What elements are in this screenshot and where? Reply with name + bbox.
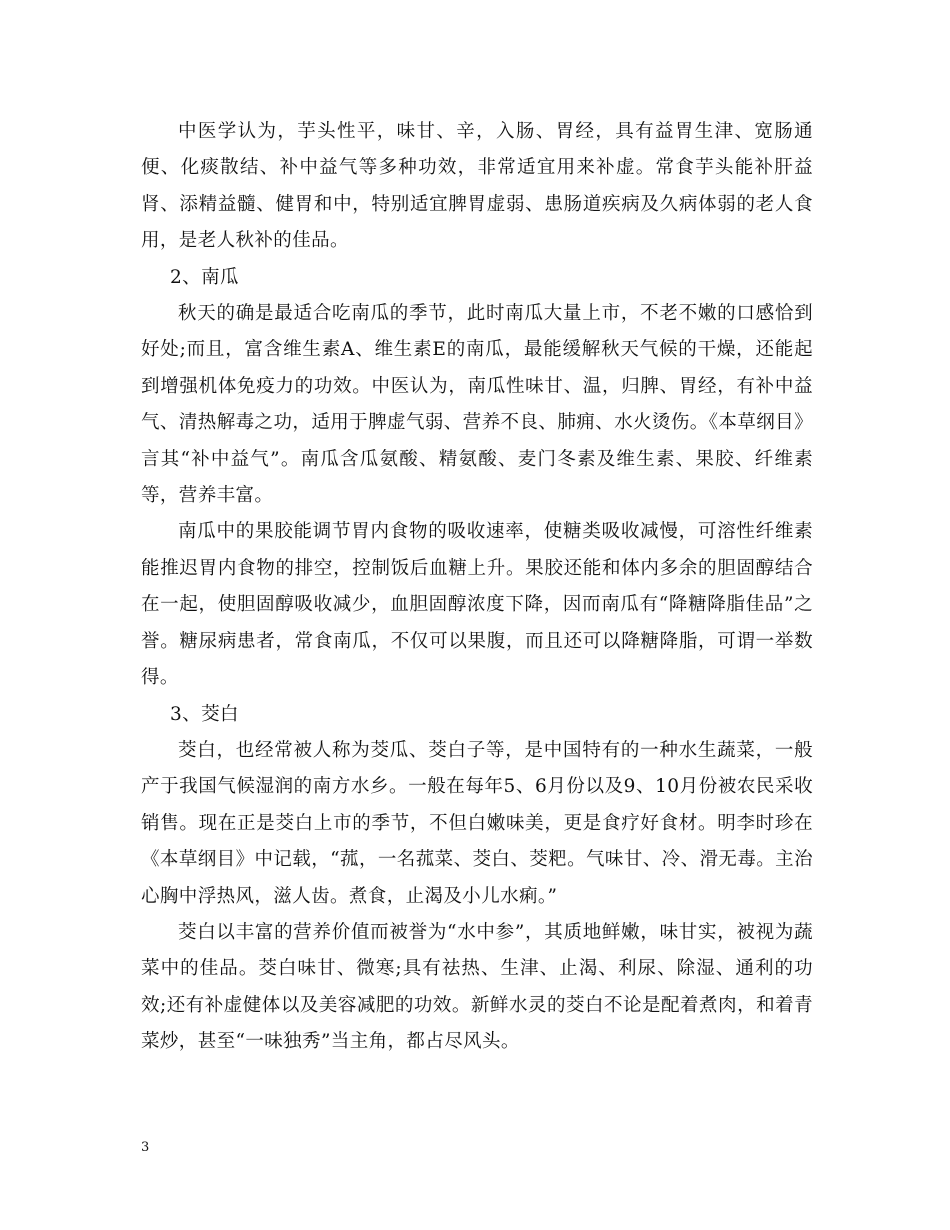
paragraph-taro-benefits: 中医学认为，芋头性平，味甘、辛，入肠、胃经，具有益胃生津、宽肠通便、化痰散结、补中益气等多种功效，非常适宜用来补虚。常食芋头能补肝益肾、添精益髓、健胃和中，特别适宜脾胃虚弱、患肠道疾病及久病体弱的老人食用，是老人秋补的佳品。 (141, 121, 813, 252)
section-heading-pumpkin: 2、南瓜 (170, 266, 239, 288)
page-number: 3 (141, 1140, 150, 1155)
paragraph-water-bamboo-nutrition: 茭白以丰富的营养价值而被誉为“水中参”，其质地鲜嫩，味甘实，被视为蔬菜中的佳品。茭白味甘、微寒;具有祛热、生津、止渴、利尿、除湿、通利的功效;还有补虚健体以及美容减肥的功效。新鲜水灵的茭白不论是配着煮肉，和着青菜炒，甚至“一味独秀”当主角，都占尽风头。 (141, 921, 813, 1053)
document-body (141, 114, 813, 1061)
section-heading-water-bamboo: 3、茭白 (170, 703, 239, 725)
paragraph-pumpkin-pectin: 南瓜中的果胶能调节胃内食物的吸收速率，使糖类吸收减慢，可溶性纤维素能推迟胃内食物的排空，控制饭后血糖上升。果胶还能和体内多余的胆固醇结合在一起，使胆固醇吸收减少，血胆固醇浓度下降，因而南瓜有“降糖降脂佳品”之誉。糖尿病患者，常食南瓜，不仅可以果腹，而且还可以降糖降脂，可谓一举数得。 (141, 521, 813, 689)
paragraph-water-bamboo-intro: 茭白，也经常被人称为茭瓜、茭白子等，是中国特有的一种水生蔬菜，一般产于我国气候湿润的南方水乡。一般在每年5、6月份以及9、10月份被农民采收销售。现在正是茭白上市的季节，不但白嫩味美，更是食疗好食材。明李时珍在《本草纲目》中记载，“菰，一名菰菜、茭白、茭粑。气味甘、冷、滑无毒。主治心胸中浮热风，滋人齿。煮食，止渴及小儿水痢。” (141, 739, 813, 907)
paragraph-pumpkin-season: 秋天的确是最适合吃南瓜的季节，此时南瓜大量上市，不老不嫩的口感恰到好处;而且，富含维生素A、维生素E的南瓜，最能缓解秋天气候的干燥，还能起到增强机体免疫力的功效。中医认为，南瓜性味甘、温，归脾、胃经，有补中益气、清热解毒之功，适用于脾虚气弱、营养不良、肺痈、水火烫伤。《本草纲目》言其“补中益气”。南瓜含瓜氨酸、精氨酸、麦门冬素及维生素、果胶、纤维素等，营养丰富。 (141, 303, 813, 507)
